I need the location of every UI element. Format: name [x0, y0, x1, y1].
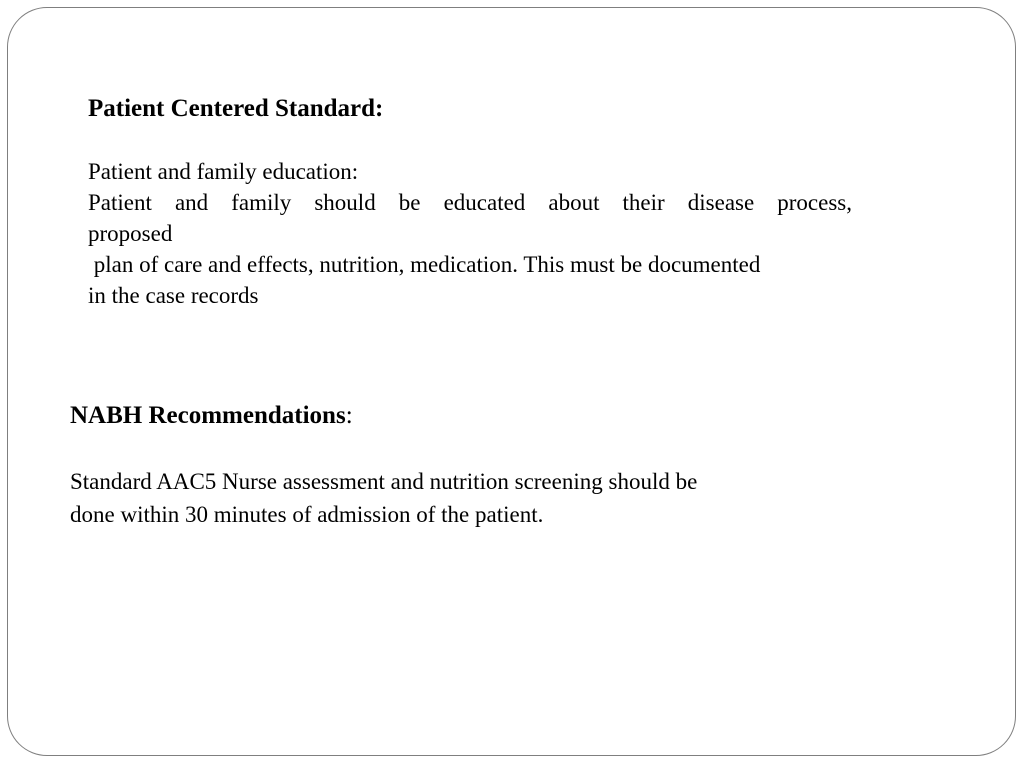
nabh-paragraph-line-1: Standard AAC5 Nurse assessment and nutrition screening should be [70, 469, 698, 494]
patient-family-education-subheading: Patient and family education: [88, 159, 359, 184]
education-paragraph-line-4: in the case records [88, 283, 259, 308]
nabh-paragraph-line-2: done within 30 minutes of admission of the patient. [70, 502, 544, 527]
nabh-recommendations-colon: : [345, 402, 353, 429]
nabh-recommendations-heading [70, 401, 353, 431]
education-paragraph-line-2: proposed [88, 221, 173, 246]
nabh-recommendations-title: NABH Recommendations [70, 402, 346, 429]
education-paragraph-line-1: Patient and family should be educated about their disease process, [88, 190, 852, 215]
education-paragraph-line-3: plan of care and effects, nutrition, medication. This must be documented [88, 252, 761, 277]
patient-centered-standard-heading: Patient Centered Standard: [88, 95, 384, 122]
